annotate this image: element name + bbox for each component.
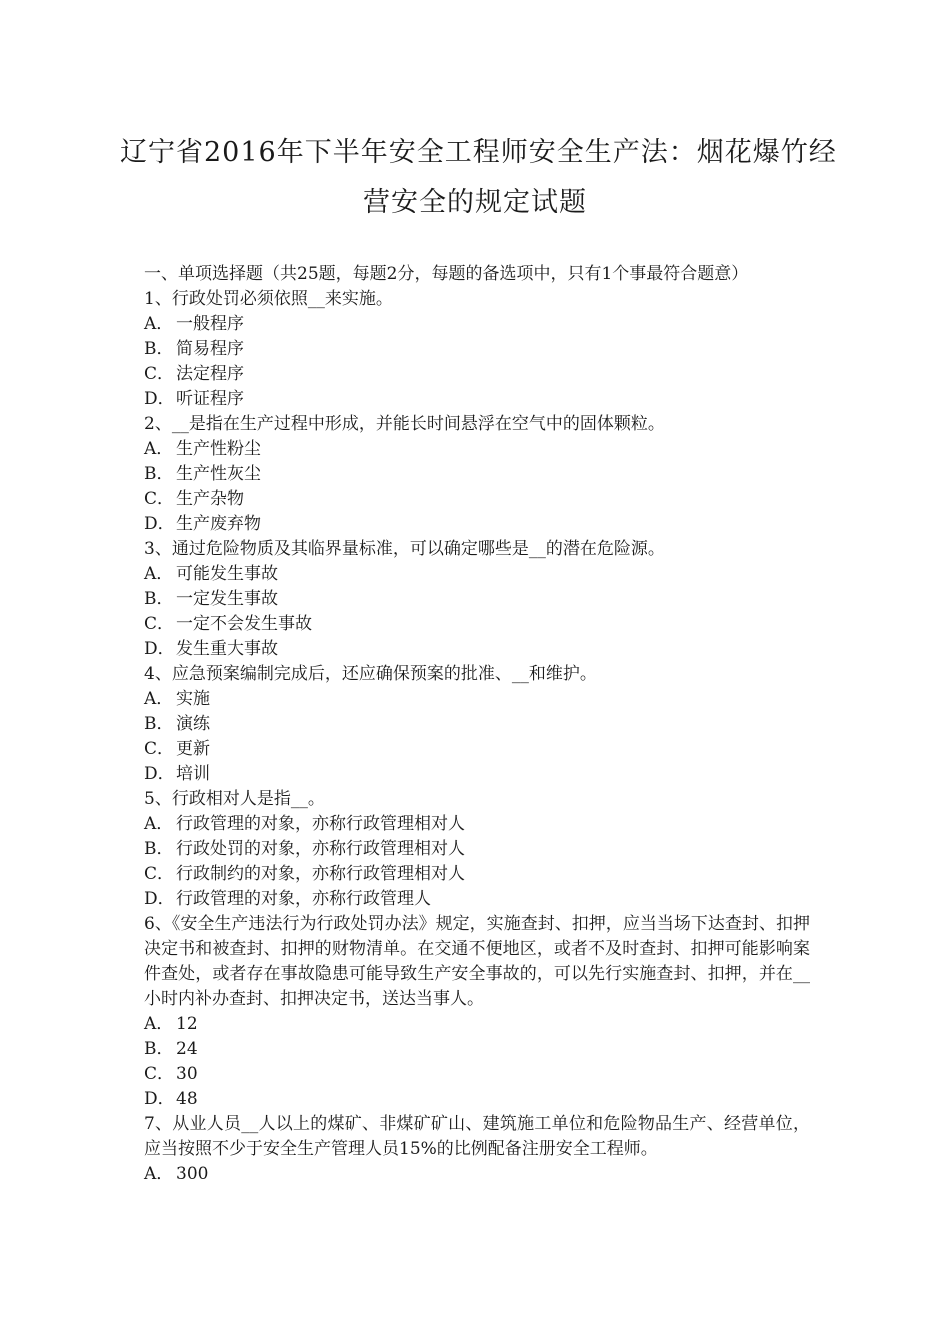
option-text: 生产废弃物 — [176, 514, 261, 534]
option-text: 实施 — [176, 689, 210, 709]
option-c — [144, 612, 810, 637]
option-b — [144, 462, 810, 487]
option-text: 行政管理的对象，亦称行政管理人 — [176, 889, 431, 909]
option-text: 演练 — [176, 714, 210, 734]
document-title — [120, 128, 837, 228]
option-text: 30 — [176, 1064, 198, 1084]
option-letter: B． — [144, 339, 174, 359]
option-text: 简易程序 — [176, 339, 244, 359]
option-text: 生产杂物 — [176, 489, 244, 509]
question-stem: 2、__是指在生产过程中形成，并能长时间悬浮在空气中的固体颗粒。 — [144, 414, 665, 434]
option-letter: C． — [144, 614, 175, 634]
option-d — [144, 387, 810, 412]
option-b — [144, 1037, 810, 1062]
option-letter: D． — [144, 889, 175, 909]
question-stem: 6、《安全生产违法行为行政处罚办法》规定，实施查封、扣押，应当当场下达查封、扣押决定书和被查封、扣押的财物清单。在交通不便地区，或者不及时查封、扣押可能影响案件查处，或者存在事故隐患可能导致生产安全事故的，可以先行实施查封、扣押，并在__小时内补办查封、扣押决定书，送达当事人。 — [144, 914, 810, 1009]
option-letter: B． — [144, 714, 174, 734]
option-text: 听证程序 — [176, 389, 244, 409]
option-text: 48 — [176, 1089, 198, 1109]
option-letter: A． — [144, 1014, 174, 1034]
option-letter: C． — [144, 739, 175, 759]
question-stem: 4、应急预案编制完成后，还应确保预案的批准、__和维护。 — [144, 664, 597, 684]
title-line-2: 营安全的规定试题 — [363, 187, 587, 218]
option-letter: D． — [144, 514, 175, 534]
option-c — [144, 862, 810, 887]
question-1 — [144, 287, 810, 412]
option-letter: A． — [144, 564, 174, 584]
option-letter: C． — [144, 1064, 175, 1084]
option-b — [144, 337, 810, 362]
question-stem: 5、行政相对人是指__。 — [144, 789, 325, 809]
option-d — [144, 887, 810, 912]
option-text: 生产性粉尘 — [176, 439, 261, 459]
question-stem: 1、行政处罚必须依照__来实施。 — [144, 289, 393, 309]
option-a — [144, 1012, 810, 1037]
option-text: 培训 — [176, 764, 210, 784]
option-a — [144, 1162, 810, 1187]
option-d — [144, 762, 810, 787]
option-letter: D． — [144, 1089, 175, 1109]
option-letter: A． — [144, 689, 174, 709]
question-2 — [144, 412, 810, 537]
option-letter: A． — [144, 1164, 174, 1184]
option-text: 行政处罚的对象，亦称行政管理相对人 — [176, 839, 465, 859]
option-c — [144, 1062, 810, 1087]
option-letter: B． — [144, 589, 174, 609]
option-text: 发生重大事故 — [176, 639, 278, 659]
option-d — [144, 1087, 810, 1112]
option-letter: B． — [144, 839, 174, 859]
option-text: 行政管理的对象，亦称行政管理相对人 — [176, 814, 465, 834]
option-c — [144, 737, 810, 762]
option-text: 24 — [176, 1039, 198, 1059]
option-a — [144, 687, 810, 712]
option-letter: A． — [144, 439, 174, 459]
option-letter: B． — [144, 464, 174, 484]
option-d — [144, 637, 810, 662]
option-c — [144, 362, 810, 387]
document-body — [144, 262, 810, 1187]
question-6 — [144, 912, 810, 1112]
question-5 — [144, 787, 810, 912]
option-text: 生产性灰尘 — [176, 464, 261, 484]
question-4 — [144, 662, 810, 787]
option-b — [144, 837, 810, 862]
option-text: 一般程序 — [176, 314, 244, 334]
section-heading: 一、单项选择题（共25题，每题2分，每题的备选项中，只有1个事最符合题意） — [144, 264, 749, 284]
option-letter: D． — [144, 639, 175, 659]
option-text: 可能发生事故 — [176, 564, 278, 584]
option-letter: C． — [144, 364, 175, 384]
option-letter: A． — [144, 814, 174, 834]
option-text: 12 — [176, 1014, 198, 1034]
option-b — [144, 587, 810, 612]
option-text: 法定程序 — [176, 364, 244, 384]
option-b — [144, 712, 810, 737]
option-text: 一定不会发生事故 — [176, 614, 312, 634]
question-list — [144, 287, 810, 1187]
question-7 — [144, 1112, 810, 1187]
option-a — [144, 562, 810, 587]
option-letter: C． — [144, 489, 175, 509]
question-3 — [144, 537, 810, 662]
option-a — [144, 312, 810, 337]
option-d — [144, 512, 810, 537]
option-a — [144, 437, 810, 462]
option-text: 行政制约的对象，亦称行政管理相对人 — [176, 864, 465, 884]
option-letter: B． — [144, 1039, 174, 1059]
option-letter: D． — [144, 764, 175, 784]
option-text: 300 — [176, 1164, 209, 1184]
title-line-1: 辽宁省2016年下半年安全工程师安全生产法：烟花爆竹经 — [120, 137, 837, 168]
option-text: 一定发生事故 — [176, 589, 278, 609]
option-letter: A． — [144, 314, 174, 334]
option-letter: D． — [144, 389, 175, 409]
question-stem: 3、通过危险物质及其临界量标准，可以确定哪些是__的潜在危险源。 — [144, 539, 665, 559]
option-text: 更新 — [176, 739, 210, 759]
option-letter: C． — [144, 864, 175, 884]
option-a — [144, 812, 810, 837]
question-stem: 7、从业人员__人以上的煤矿、非煤矿矿山、建筑施工单位和危险物品生产、经营单位，应当按照不少于安全生产管理人员15%的比例配备注册安全工程师。 — [144, 1114, 810, 1159]
option-c — [144, 487, 810, 512]
